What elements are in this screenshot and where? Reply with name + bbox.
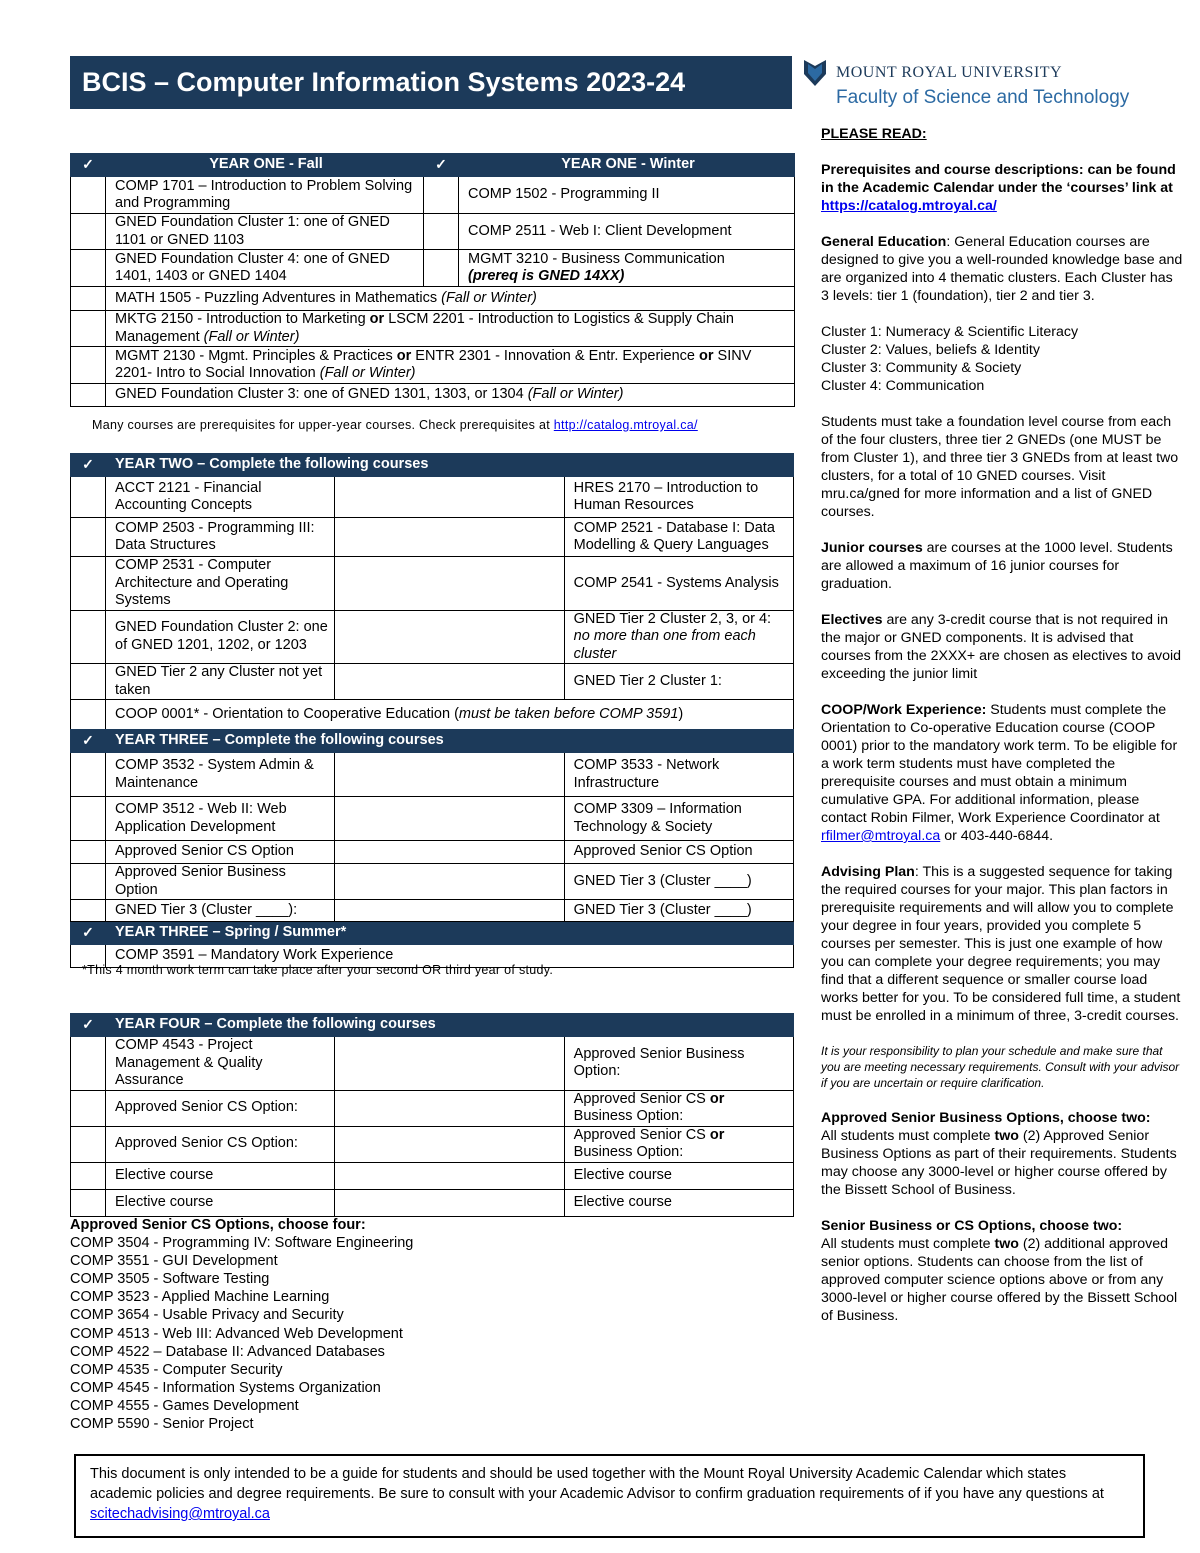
or-label: or	[396, 347, 412, 364]
cs-options-heading: Approved Senior CS Options, choose four:	[70, 1217, 366, 1233]
or-label: or	[369, 311, 385, 327]
info-sidebar	[821, 125, 1183, 1343]
checkbox-cell[interactable]	[335, 864, 564, 900]
course-cell: COOP 0001* - Orientation to Cooperative Education (must be taken before COMP 3591)	[106, 700, 794, 730]
course-cell: COMP 1701 – Introduction to Problem Solving and Programming	[106, 177, 424, 214]
gened-paragraph: General Education: General Education courses are designed to give you a well-rounded knowledge base and are organized into 4 thematic clusters. Each Cluster has 3 levels: tier 1 (foundation), tier 2 and tier 3.	[821, 234, 1183, 304]
or-label: or	[699, 347, 714, 364]
business-options-paragraph: Approved Senior Business Options, choose two: All students must complete two (2) Approved Senior Business Options as part of their requirements. Students may choose any 3000-level or higher course offered by the Bissett School of Business.	[821, 1110, 1177, 1198]
checkbox-cell[interactable]	[335, 610, 564, 664]
checkbox-cell[interactable]	[71, 347, 106, 384]
year-three-table	[70, 729, 794, 968]
course-cell: HRES 2170 – Introduction to Human Resources	[564, 477, 793, 518]
list-item: Cluster 4: Communication	[821, 378, 985, 394]
checkbox-cell[interactable]	[335, 664, 564, 700]
course-cell: COMP 2511 - Web I: Client Development	[459, 214, 795, 250]
checkbox-cell[interactable]	[71, 557, 106, 611]
year-one-fall-header: YEAR ONE - Fall	[106, 154, 424, 177]
course-cell: Approved Senior Business Option	[106, 864, 335, 900]
list-item: COMP 3654 - Usable Privacy and Security	[70, 1307, 344, 1324]
course-name: MGMT 3210 - Business Communication	[468, 250, 725, 267]
course-cell	[106, 384, 795, 407]
course-name: MGMT 2130 - Mgmt. Principles & Practices	[115, 347, 397, 364]
mru-shield-icon	[804, 60, 826, 86]
checkbox-cell[interactable]	[424, 177, 459, 214]
course-cell: COMP 3532 - System Admin & Maintenance	[106, 753, 335, 797]
checkbox-cell[interactable]	[71, 1162, 106, 1189]
electives-paragraph: Electives are any 3-credit course that is not required in the major or GNED components. It is advised that courses from the 2XXX+ are chosen as electives to avoid exceeding the junior limit	[821, 612, 1182, 682]
checkbox-cell[interactable]	[71, 287, 106, 311]
course-cell: Approved Senior CS Option:	[106, 1090, 335, 1126]
list-item: COMP 4535 - Computer Security	[70, 1361, 283, 1378]
year-two-header: YEAR TWO – Complete the following courses	[106, 454, 794, 477]
course-cell: Elective course	[564, 1189, 793, 1216]
catalog-link[interactable]: http://catalog.mtroyal.ca/	[553, 418, 698, 432]
list-item: Cluster 1: Numeracy & Scientific Literacy	[821, 324, 1079, 340]
course-cell: Approved Senior CS Option	[106, 841, 335, 864]
course-cell: COMP 2503 - Programming III: Data Structures	[106, 518, 335, 557]
course-cell: COMP 2521 - Database I: Data Modelling & Query Languages	[564, 518, 793, 557]
checkbox-cell[interactable]	[335, 1162, 564, 1189]
course-cell: Approved Senior CS or Business Option:	[564, 1090, 793, 1126]
list-item: COMP 3551 - GUI Development	[70, 1253, 278, 1270]
course-cell: COMP 1502 - Programming II	[459, 177, 795, 214]
list-item: COMP 3504 - Programming IV: Software Engineering	[70, 1235, 414, 1252]
checkbox-cell[interactable]	[71, 864, 106, 900]
or-label: or	[709, 1126, 725, 1143]
year-four-table	[70, 1013, 794, 1217]
checkbox-cell[interactable]	[335, 900, 564, 922]
course-name: GNED Foundation Cluster 3: one of GNED 1301, 1303, or 1304	[115, 386, 528, 403]
check-icon: ✓	[71, 1014, 106, 1037]
checkbox-cell[interactable]	[71, 214, 106, 250]
coop-paragraph: COOP/Work Experience: Students must complete the Orientation to Co-operative Education course (COOP 0001) prior to the mandatory work term. To be eligible for a work term students must have completed the prerequisite courses and must obtain a minimum cumulative GPA. For additional information, please contact Robin Filmer, Work Experience Coordinator at rfilmer@mtroyal.ca or 403-440-6844.	[821, 702, 1178, 844]
business-or-cs-paragraph: Senior Business or CS Options, choose two: All students must complete two (2) additional approved senior options. Students can choose from the list of approved computer science options above or from any 3000-level or higher course offered by the Bissett School of Business.	[821, 1218, 1178, 1324]
list-item: COMP 4522 – Database II: Advanced Databases	[70, 1343, 385, 1360]
course-cell: COMP 3533 - Network Infrastructure	[564, 753, 793, 797]
checkbox-cell[interactable]	[71, 1037, 106, 1091]
course-cell: ACCT 2121 - Financial Accounting Concepts	[106, 477, 335, 518]
course-cell: GNED Foundation Cluster 1: one of GNED 1101 or GNED 1103	[106, 214, 424, 250]
term-note: (Fall or Winter)	[527, 386, 624, 403]
please-read-heading: PLEASE READ:	[821, 126, 927, 142]
checkbox-cell[interactable]	[71, 700, 106, 730]
course-cell: Approved Senior Business Option:	[564, 1037, 793, 1091]
prereq-paragraph: Prerequisites and course descriptions: can be found in the Academic Calendar under the ‘courses’ link at https://catalog.mtroyal.ca/	[821, 162, 1176, 214]
prereq-note: Many courses are prerequisites for upper-year courses. Check prerequisites at http://catalog.mtroyal.ca/	[92, 418, 698, 432]
course-cell: COMP 3309 – Information Technology & Society	[564, 797, 793, 841]
checkbox-cell[interactable]	[71, 518, 106, 557]
catalog-link[interactable]: https://catalog.mtroyal.ca/	[821, 198, 997, 214]
course-cell: Approved Senior CS Option	[564, 841, 793, 864]
responsibility-note: It is your responsibility to plan your schedule and make sure that you are meeting necessary requirements. Consult with your advisor if you are uncertain or require clarification.	[821, 1044, 1180, 1090]
checkbox-cell[interactable]	[71, 1126, 106, 1162]
check-icon: ✓	[71, 454, 106, 477]
checkbox-cell[interactable]	[71, 797, 106, 841]
checkbox-cell[interactable]	[71, 1090, 106, 1126]
university-logo	[804, 60, 1134, 112]
course-cell: COMP 4543 - Project Management & Quality Assurance	[106, 1037, 335, 1091]
coop-email-link[interactable]: rfilmer@mtroyal.ca	[821, 828, 941, 844]
logo-faculty-name: Faculty of Science and Technology	[836, 87, 1130, 108]
checkbox-cell[interactable]	[335, 1126, 564, 1162]
check-icon: ✓	[71, 154, 106, 177]
logo-university-name: MOUNT ROYAL UNIVERSITY	[836, 64, 1063, 81]
course-cell	[106, 311, 795, 347]
page-title: BCIS – Computer Information Systems 2023-24	[70, 56, 792, 109]
checkbox-cell[interactable]	[335, 1189, 564, 1216]
checkbox-cell[interactable]	[335, 557, 564, 611]
term-note: (Fall or Winter)	[441, 289, 537, 306]
check-icon: ✓	[71, 922, 106, 945]
list-item: COMP 4555 - Games Development	[70, 1397, 299, 1414]
course-cell: Elective course	[106, 1162, 335, 1189]
course-name: SINV 2201- Intro to Social Innovation	[115, 347, 752, 381]
checkbox-cell[interactable]	[335, 518, 564, 557]
course-cell: Elective course	[106, 1189, 335, 1216]
checkbox-cell[interactable]	[71, 841, 106, 864]
clusters-list	[821, 323, 1183, 395]
course-name: COOP 0001* - Orientation to Cooperative Education (	[115, 705, 459, 722]
cs-options-list	[70, 1216, 530, 1433]
disclaimer-box: This document is only intended to be a guide for students and should be used together with the Mount Royal University Academic Calendar which states academic policies and degree requirements. Be sure to consult with your Academic Advisor to confirm graduation requirements of if you have any questions at scitechadvising@mtroyal.ca	[74, 1454, 1145, 1538]
course-cell: COMP 2531 - Computer Architecture and Operating Systems	[106, 557, 335, 611]
course-cell	[106, 347, 795, 384]
prereq-note: (prereq is GNED 14XX)	[468, 268, 625, 284]
advising-email-link[interactable]: scitechadvising@mtroyal.ca	[90, 1506, 270, 1522]
course-cell: Elective course	[564, 1162, 793, 1189]
advising-paragraph: Advising Plan: This is a suggested sequence for taking the required courses for your major. This plan factors in prerequisite requirements and will allow you to complete your degree in four years, provided you complete 5 courses per semester. This is just one example of how you can complete your degree requirements; you may find that a different sequence or smaller course load works better for you. To be considered full time, a student must be enrolled in a minimum of three, 3-credit courses.	[821, 864, 1181, 1024]
course-name: LSCM 2201 - Introduction to Logistics & Supply Chain Management	[115, 311, 734, 345]
course-cell: GNED Tier 3 (Cluster ____)	[564, 864, 793, 900]
checkbox-cell[interactable]	[335, 1037, 564, 1091]
junior-paragraph: Junior courses are courses at the 1000 level. Students are allowed a maximum of 16 junior courses for graduation.	[821, 540, 1173, 592]
checkbox-cell[interactable]	[71, 177, 106, 214]
course-cell: COMP 3591 – Mandatory Work Experience	[106, 945, 794, 968]
work-term-footnote: *This 4 month work term can take place after your second OR third year of study.	[82, 963, 554, 977]
list-item: Cluster 3: Community & Society	[821, 360, 1022, 376]
year-two-table	[70, 453, 794, 730]
list-item: COMP 4545 - Information Systems Organization	[70, 1379, 381, 1396]
checkbox-cell[interactable]	[71, 311, 106, 347]
course-name: MKTG 2150 - Introduction to Marketing	[115, 311, 370, 327]
term-note: (Fall or Winter)	[203, 328, 300, 345]
course-cell: GNED Tier 2 any Cluster not yet taken	[106, 664, 335, 700]
list-item: COMP 5590 - Senior Project	[70, 1416, 254, 1433]
checkbox-cell[interactable]	[71, 664, 106, 700]
course-cell: GNED Tier 2 Cluster 1:	[564, 664, 793, 700]
year-one-winter-header: YEAR ONE - Winter	[459, 154, 795, 177]
list-item: COMP 3505 - Software Testing	[70, 1271, 270, 1288]
check-icon: ✓	[71, 730, 106, 753]
check-icon: ✓	[424, 154, 459, 177]
course-cell: GNED Tier 3 (Cluster ____):	[106, 900, 335, 922]
checkbox-cell[interactable]	[335, 841, 564, 864]
course-cell	[459, 250, 795, 287]
course-name: GNED Tier 2 Cluster 2, 3, or 4:	[573, 610, 772, 627]
tier2-note: no more than one from each cluster	[573, 628, 756, 662]
list-item: COMP 3523 - Applied Machine Learning	[70, 1289, 330, 1306]
course-cell	[564, 610, 793, 664]
checkbox-cell[interactable]	[335, 797, 564, 841]
year-three-spring-header: YEAR THREE – Spring / Summer*	[106, 922, 794, 945]
checkbox-cell[interactable]	[71, 610, 106, 664]
course-cell: COMP 2541 - Systems Analysis	[564, 557, 793, 611]
course-cell: Approved Senior CS or Business Option:	[564, 1126, 793, 1162]
term-note: (Fall or Winter)	[319, 365, 416, 381]
coop-note: must be taken before COMP 3591	[458, 705, 679, 722]
list-item: COMP 4513 - Web III: Advanced Web Development	[70, 1325, 403, 1342]
year-four-header: YEAR FOUR – Complete the following courses	[106, 1014, 794, 1037]
checkbox-cell[interactable]	[71, 753, 106, 797]
course-cell	[106, 287, 795, 311]
checkbox-cell[interactable]	[71, 250, 106, 287]
checkbox-cell[interactable]	[424, 250, 459, 287]
list-item: Cluster 2: Values, beliefs & Identity	[821, 342, 1040, 358]
year-three-header: YEAR THREE – Complete the following courses	[106, 730, 794, 753]
checkbox-cell[interactable]	[71, 384, 106, 407]
course-cell: COMP 3512 - Web II: Web Application Development	[106, 797, 335, 841]
course-name: MATH 1505 - Puzzling Adventures in Mathematics	[115, 289, 442, 306]
checkbox-cell[interactable]	[424, 214, 459, 250]
course-cell: Approved Senior CS Option:	[106, 1126, 335, 1162]
checkbox-cell[interactable]	[71, 1189, 106, 1216]
checkbox-cell[interactable]	[335, 1090, 564, 1126]
course-cell: GNED Foundation Cluster 2: one of GNED 1201, 1202, or 1203	[106, 610, 335, 664]
checkbox-cell[interactable]	[71, 477, 106, 518]
course-cell: GNED Foundation Cluster 4: one of GNED 1401, 1403 or GNED 1404	[106, 250, 424, 287]
checkbox-cell[interactable]	[335, 753, 564, 797]
checkbox-cell[interactable]	[71, 900, 106, 922]
year-one-table	[70, 153, 795, 407]
checkbox-cell[interactable]	[335, 477, 564, 518]
gned-requirements-paragraph: Students must take a foundation level course from each of the four clusters, three tier 2 GNEDs (one MUST be from Cluster 1), and three tier 3 GNEDs from at least two clusters, for a total of 10 GNED courses. Visit mru.ca/gned for more information and a list of GNED courses.	[821, 414, 1179, 520]
course-name: ENTR 2301 - Innovation & Entr. Experience	[411, 347, 699, 364]
course-cell: GNED Tier 3 (Cluster ____)	[564, 900, 793, 922]
or-label: or	[709, 1090, 725, 1107]
